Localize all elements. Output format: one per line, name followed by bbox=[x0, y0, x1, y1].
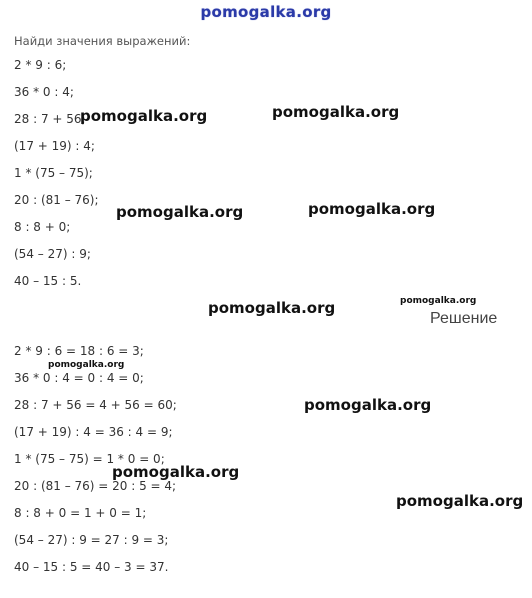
instruction-text: Найди значения выражений: bbox=[14, 34, 191, 48]
expression-item: 8 : 8 + 0; bbox=[14, 220, 71, 234]
watermark: pomogalka.org bbox=[308, 200, 436, 218]
solution-item: 28 : 7 + 56 = 4 + 56 = 60; bbox=[14, 398, 177, 412]
expression-item: (17 + 19) : 4; bbox=[14, 139, 95, 153]
expression-item: 20 : (81 – 76); bbox=[14, 193, 99, 207]
watermark: pomogalka.org bbox=[48, 360, 125, 370]
expression-item: (54 – 27) : 9; bbox=[14, 247, 91, 261]
watermark: pomogalka.org bbox=[112, 463, 240, 481]
expression-item: 28 : 7 + 56; bbox=[14, 112, 86, 126]
top-watermark: pomogalka.org bbox=[200, 3, 332, 21]
watermark: pomogalka.org bbox=[80, 107, 208, 125]
solution-item: 8 : 8 + 0 = 1 + 0 = 1; bbox=[14, 506, 147, 520]
expression-item: 1 * (75 – 75); bbox=[14, 166, 93, 180]
expression-item: 36 * 0 : 4; bbox=[14, 85, 74, 99]
watermark: pomogalka.org bbox=[400, 296, 477, 306]
watermark: pomogalka.org bbox=[272, 103, 400, 121]
expression-item: 40 – 15 : 5. bbox=[14, 274, 82, 288]
solution-item: 36 * 0 : 4 = 0 : 4 = 0; bbox=[14, 371, 144, 385]
solution-item: 1 * (75 – 75) = 1 * 0 = 0; bbox=[14, 452, 165, 466]
watermark: pomogalka.org bbox=[208, 299, 336, 317]
expression-item: 2 * 9 : 6; bbox=[14, 58, 67, 72]
solution-item: 2 * 9 : 6 = 18 : 6 = 3; bbox=[14, 344, 144, 358]
solution-item: (54 – 27) : 9 = 27 : 9 = 3; bbox=[14, 533, 169, 547]
solution-item: 20 : (81 – 76) = 20 : 5 = 4; bbox=[14, 479, 177, 493]
watermark: pomogalka.org bbox=[304, 396, 432, 414]
solution-heading: Решение bbox=[430, 310, 498, 327]
watermark: pomogalka.org bbox=[396, 492, 524, 510]
solution-item: 40 – 15 : 5 = 40 – 3 = 37. bbox=[14, 560, 169, 574]
solution-item: (17 + 19) : 4 = 36 : 4 = 9; bbox=[14, 425, 173, 439]
watermark: pomogalka.org bbox=[116, 203, 244, 221]
